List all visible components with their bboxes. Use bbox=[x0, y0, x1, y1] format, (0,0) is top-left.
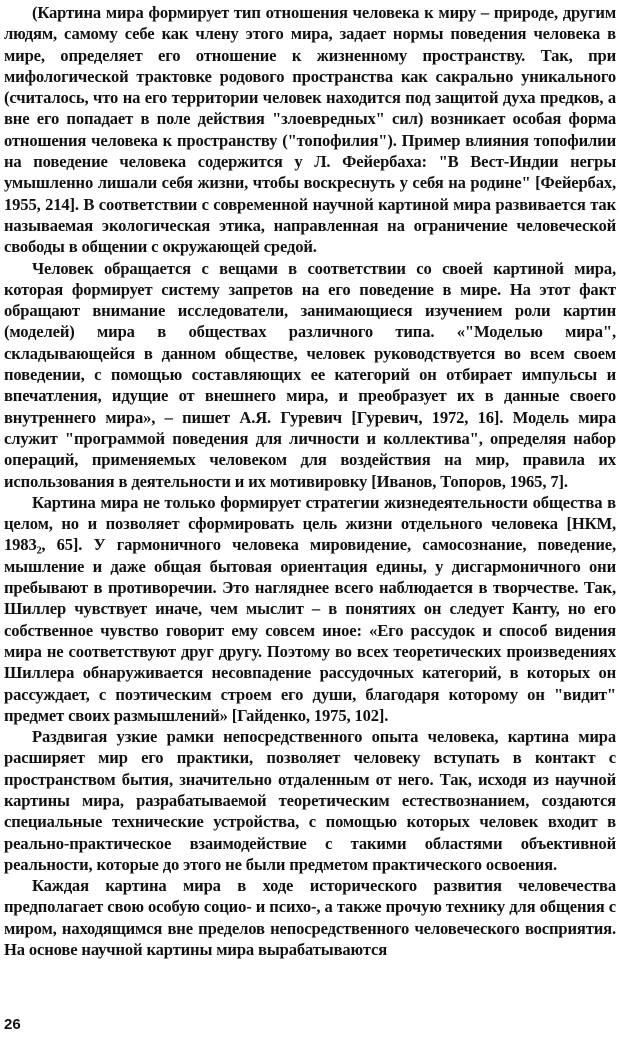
paragraph-4: Раздвигая узкие рамки непосредственного опыта человека, картина мира расширяет мир его практики, позволяет человеку вступать в контакт с пространством бытия, значительно отдаленным от него. Так, исходя из научной картины мира, разрабатываемой теоретическим естествознанием, создаются специальные технические устройства, с помощью которых человек входит в реально-практическое взаимодействие с такими областями объективной реальности, которые до этого не были предметом практического освоения. bbox=[4, 727, 616, 874]
paragraph-2: Человек обращается с вещами в соответствии со своей картиной мира, которая формирует систему запретов на его поведение в мире. На этот факт обращают внимание исследователи, занимающиеся изучением роли картин (моделей) мира в обществах различного типа. «"Моделью мира", складывающейся в данном обществе, человек руководствуется во всем своем поведении, с помощью составляющих ее категорий он отбирает импульсы и впечатления, идущие от внешнего мира, и преобразует их в данные своего внутреннего мира», – пишет А.Я. Гуревич [Гуревич, 1972, 16]. Модель мира служит "программой поведения для личности и коллектива", определяя набор операций, применяемых человеком для воздействия на мир, правила их использования в деятельности и их мотивировку [Иванов, Топоров, 1965, 7]. bbox=[4, 258, 616, 491]
paragraph-3: Картина мира не только формирует стратегии жизнедеятельности общества в целом, но и позволяет сформировать цель жизни отдельного человека [НКМ, 1983₂, 65]. У гармоничного человека мировидение, самосознание, поведение, мышление и даже общая бытовая ориентация едины, у дисгармоничного они пребывают в противоречии. Это нагляднее всего наблюдается в творчестве. Так, Шиллер чувствует иначе, чем мыслит – в понятиях он следует Канту, но его собственное чувство говорит ему совсем иное: «Его рассудок и способ видения мира не соответствуют друг другу. Поэтому во всех теоретических произведениях Шиллера обнаруживается несовпадение рассудочных категорий, в которых он рассуждает, с поэтическим строем его души, благодаря которому он "видит" предмет своих размышлений» [Гайденко, 1975, 102]. bbox=[4, 492, 616, 725]
paragraph-5: Каждая картина мира в ходе исторического развития человечества предполагает свою особую социо- и психо-, а также прочую технику для общения с миром, находящимся вне пределов непосредственного человеческого восприятия. На основе научной картины мира вырабатываются bbox=[4, 876, 616, 960]
page-number: 26 bbox=[4, 1016, 21, 1033]
paragraph-1: (Картина мира формирует тип отношения человека к миру – природе, другим людям, самому себе как члену этого мира, задает нормы поведения человека в мире, определяет его отношение к жизненному пространству. Так, при мифологической трактовке родового пространства как сакрально уникального (считалось, что на его территории человек находится под защитой духа предков, а вне его попадает в поле действия "злоевредных" сил) возникает особая форма отношения человека к пространству ("топофилия"). Пример влияния топофилии на поведение человека содержится у Л. Фейербаха: "В Вест-Индии негры умышленно лишали себя жизни, чтобы воскреснуть у себя на родине" [Фейербах, 1955, 214]. В соответствии с современной научной картиной мира развивается так называемая экологическая этика, направленная на ограничение человеческой свободы в общении с окружающей средой. bbox=[4, 3, 616, 257]
text-body bbox=[4, 2, 616, 960]
